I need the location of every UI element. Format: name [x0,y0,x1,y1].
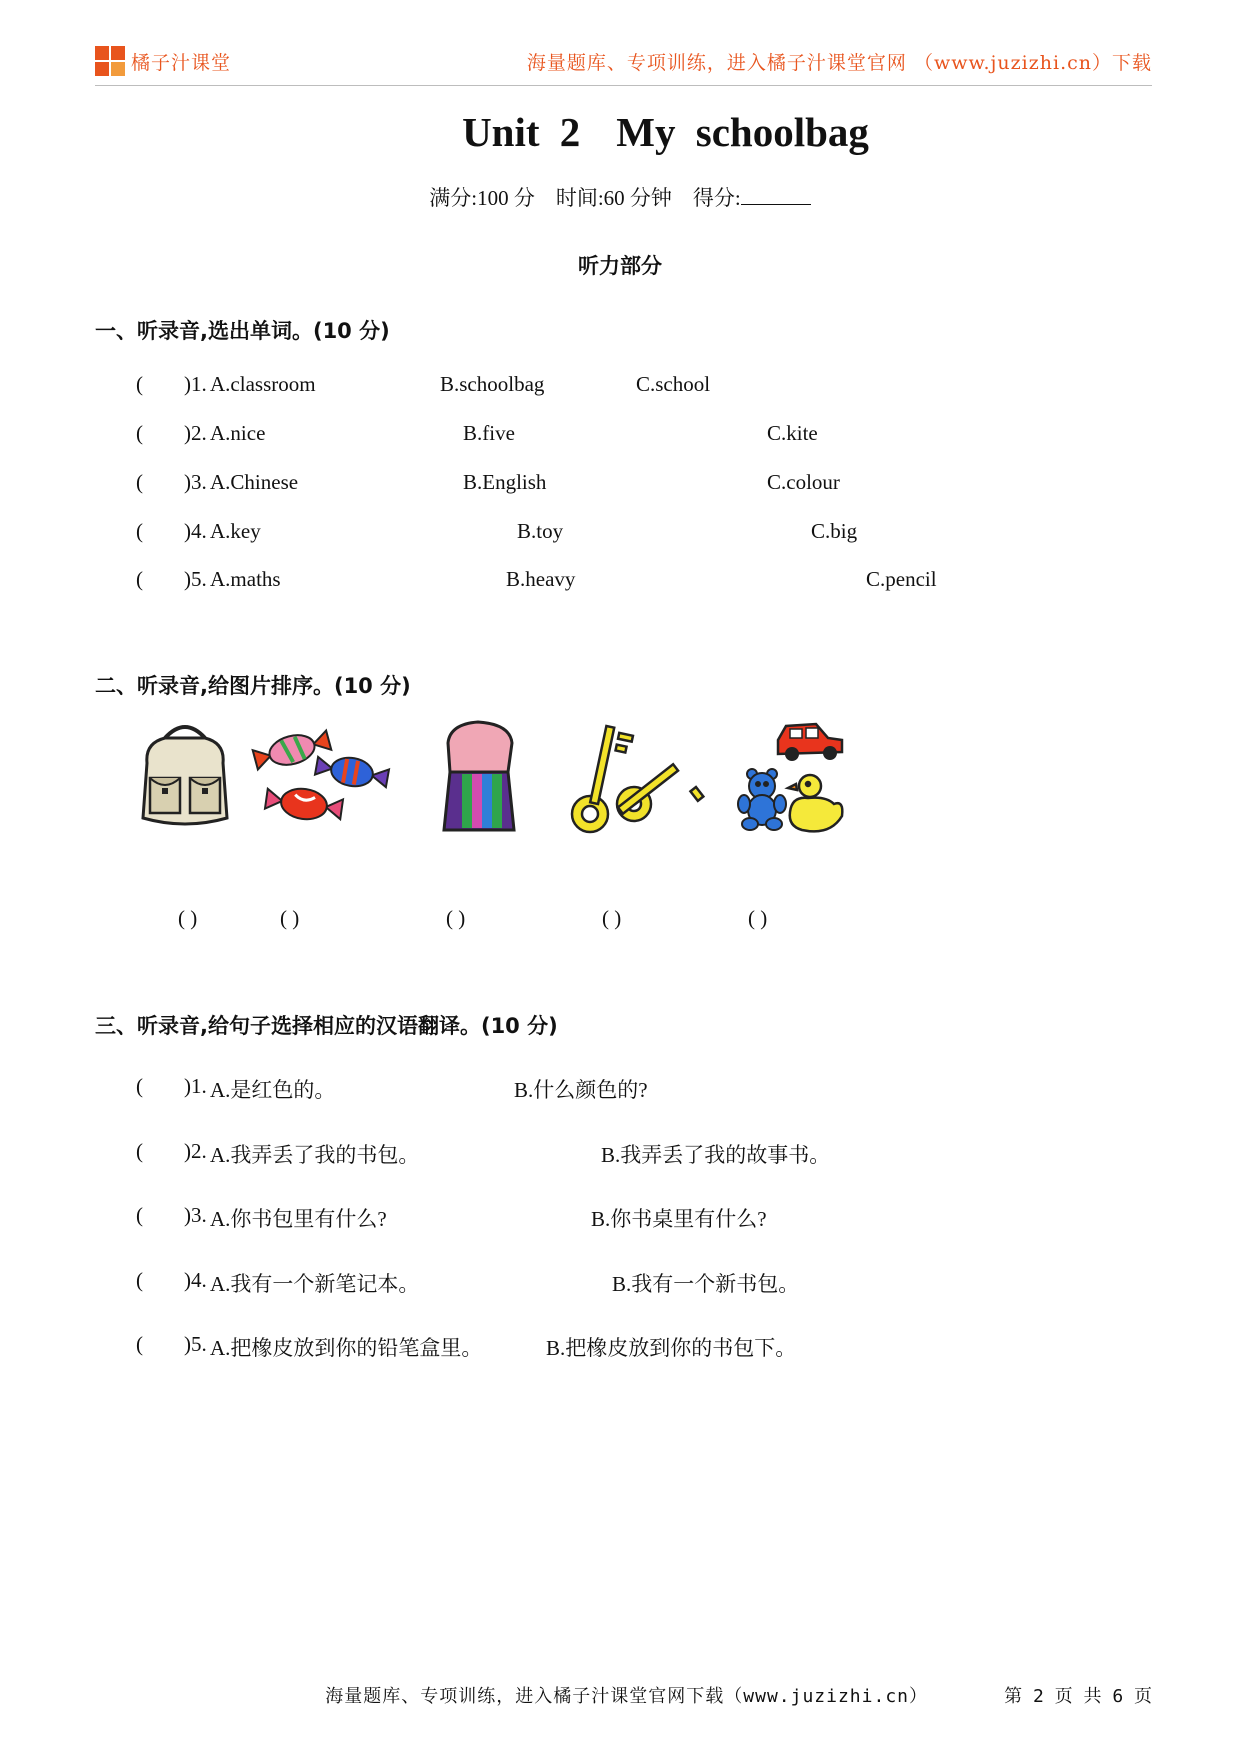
option-b: B.five [463,421,515,445]
candies-picture [252,720,390,835]
option-b: B.你书桌里有什么? [591,1207,767,1231]
schoolbag-picture [135,718,235,833]
option-c: C.pencil [866,567,937,591]
answer-blank[interactable]: ( [136,567,143,591]
option-b: B.我弄丢了我的故事书。 [601,1143,831,1167]
page-title [0,108,1240,156]
exam-meta [0,182,1240,212]
keys-picture [568,716,720,838]
toy-car-icon [778,724,842,761]
option-a: A.是红色的。 [210,1078,336,1102]
answer-blank[interactable]: ( [136,1332,143,1356]
answer-blank[interactable]: ( [136,1074,143,1098]
question-number: )1. [184,372,207,396]
option-a: A.我弄丢了我的书包。 [210,1143,420,1167]
question-number: )5. [184,1332,207,1356]
option-a: A.nice [210,421,266,445]
part3-heading: 三、听录音,给句子选择相应的汉语翻译。(10 分) [95,1014,558,1038]
option-c: C.school [636,372,711,396]
option-b: B.schoolbag [440,372,545,396]
answer-blank[interactable]: ( ) [602,906,622,930]
toys-picture [730,712,850,838]
option-c: C.colour [767,470,840,494]
question-number: )3. [184,1203,207,1227]
pencil-box-picture [438,718,520,840]
option-a: A.你书包里有什么? [210,1207,387,1231]
question-number: )2. [184,1139,207,1163]
option-a: A.把橡皮放到你的铅笔盒里。 [210,1336,483,1360]
option-b: B.我有一个新书包。 [612,1272,800,1296]
part1-heading: 一、听录音,选出单词。(10 分) [95,319,390,343]
answer-blank[interactable]: ( [136,421,143,445]
option-a: A.Chinese [210,470,299,494]
score-blank[interactable] [741,184,811,205]
full-score: 满分:100 分 [429,186,535,210]
rubber-duck-icon [788,775,842,831]
part2-heading: 二、听录音,给图片排序。(10 分) [95,674,411,698]
option-b: B.toy [517,519,564,543]
option-b: B.English [463,470,547,494]
unit-name: My schoolbag [616,109,869,155]
option-a: A.maths [210,567,281,591]
question-number: )5. [184,567,207,591]
answer-blank[interactable]: ( [136,519,143,543]
score-label: 得分: [692,186,741,210]
answer-blank[interactable]: ( [136,470,143,494]
page-number: 第 2 页 共 6 页 [1004,1686,1152,1707]
option-b: B.什么颜色的? [514,1078,648,1102]
option-c: C.big [811,519,858,543]
header-divider [95,85,1152,86]
option-a: A.key [210,519,261,543]
answer-blank[interactable]: ( [136,1203,143,1227]
brand-logo [95,44,231,78]
question-number: )4. [184,1268,207,1292]
answer-blank[interactable]: ( ) [178,906,198,930]
option-b: B.把橡皮放到你的书包下。 [546,1336,797,1360]
answer-blank[interactable]: ( ) [748,906,768,930]
option-b: B.heavy [506,567,576,591]
section-label: 听力部分 [578,254,662,278]
answer-blank[interactable]: ( ) [446,906,466,930]
question-number: )1. [184,1074,207,1098]
unit-label: Unit 2 [462,109,581,155]
time-limit: 时间:60 分钟 [555,186,672,210]
answer-blank[interactable]: ( ) [280,906,300,930]
logo-text: 橘子汁课堂 [131,51,232,74]
question-number: )2. [184,421,207,445]
footer-promo: 海量题库、专项训练，进入橘子汁课堂官网下载（www.juzizhi.cn） [325,1686,928,1707]
answer-blank[interactable]: ( [136,1139,143,1163]
header-promo: 海量题库、专项训练，进入橘子汁课堂官网 （www.juzizhi.cn）下载 [526,52,1152,74]
option-a: A.我有一个新笔记本。 [210,1272,420,1296]
question-number: )3. [184,470,207,494]
answer-blank[interactable]: ( [136,372,143,396]
answer-blank[interactable]: ( [136,1268,143,1292]
logo-icon [95,46,125,76]
question-number: )4. [184,519,207,543]
option-c: C.kite [767,421,818,445]
option-a: A.classroom [210,372,316,396]
teddy-bear-icon [738,769,786,830]
